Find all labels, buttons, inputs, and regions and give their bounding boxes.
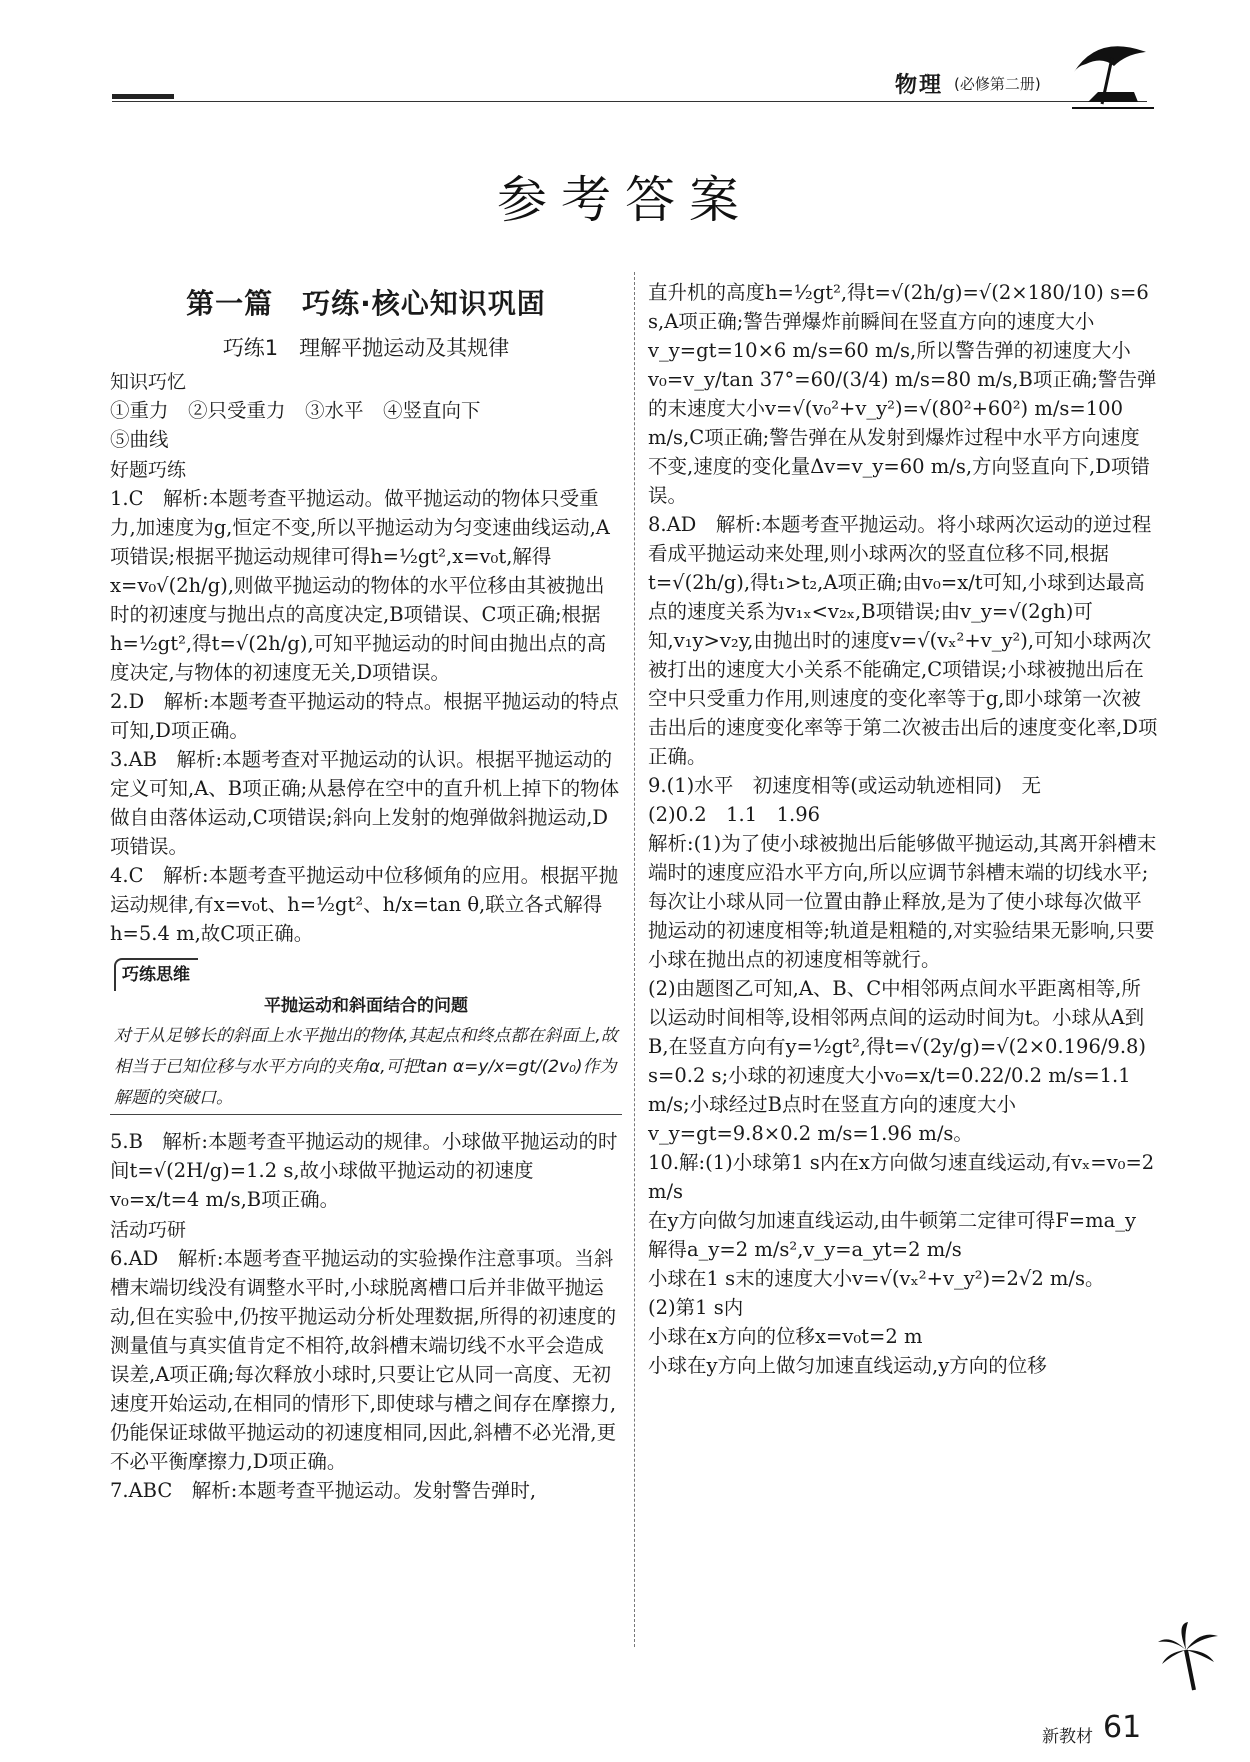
tip-title: 平抛运动和斜面结合的问题	[264, 996, 468, 1016]
answer-q3: 3.AB 解析:本题考查对平抛运动的认识。根据平抛运动的定义可知,A、B项正确;从悬停在空中的直升机上掉下的物体做自由落体运动,C项错误;斜向上发射的炮弹做斜抛运动,D项错误。	[110, 748, 620, 858]
column-divider	[634, 272, 635, 1647]
answer-q7-start: 7.ABC 解析:本题考查平抛运动。发射警告弹时,	[110, 1479, 537, 1502]
answer-q9-analysis-2: (2)由题图乙可知,A、B、C中相邻两点间水平距离相等,所以运动时间相等,设相邻两点间的运动时间为t。小球从A到B,在竖直方向有y=½gt²,得t=√(2y/g)=√(2×0.196/9.8) s=0.2 s;小球的初速度大小v₀=x/t=0.22/0.2 m/s=1.1 m/s;小球经过B点时在竖直方向的速度大小v_y=gt=9.8×0.2 m/s=1.96 m/s。	[648, 977, 1147, 1145]
header-subtitle: (必修第二册)	[954, 75, 1041, 93]
palm-tree-icon	[1156, 1620, 1222, 1692]
answer-q4: 4.C 解析:本题考查平抛运动中位移倾角的应用。根据平抛运动规律,有x=v₀t、h=½gt²、h/x=tan θ,联立各式解得h=5.4 m,故C项正确。	[110, 864, 619, 945]
page-number: 61	[1103, 1710, 1142, 1745]
left-column	[110, 278, 622, 1505]
answer-q10-line3: 解得a_y=2 m/s²,v_y=a_yt=2 m/s	[648, 1238, 962, 1261]
answer-q1: 1.C 解析:本题考查平抛运动。做平抛运动的物体只受重力,加速度为g,恒定不变,所以平抛运动为匀变速曲线运动,A项错误;根据平抛运动规律可得h=½gt²,x=v₀t,解得x=v₀√(2h/g),则做平抛运动的物体的水平位移由其被抛出时的初速度与抛出点的高度决定,B项错误、C项正确;根据h=½gt²,得t=√(2h/g),可知平抛运动的时间由抛出点的高度决定,与物体的初速度无关,D项错误。	[110, 487, 610, 684]
answer-q10-line4: 小球在1 s末的速度大小v=√(vₓ²+v_y²)=2√2 m/s。	[648, 1267, 1105, 1290]
knowledge-answers-line1: ①重力 ②只受重力 ③水平 ④竖直向下	[110, 399, 481, 422]
tip-box	[110, 958, 622, 1115]
answer-q6: 6.AD 解析:本题考查平抛运动的实验操作注意事项。当斜槽末端切线没有调整水平时,小球脱离槽口后并非做平抛运动,但在实验中,仍按平抛运动分析处理数据,所得的初速度的测量值与真实值肯定不相符,故斜槽末端切线不水平会造成误差,A项正确;每次释放小球时,只要让它从同一高度、无初速度开始运动,在相同的情形下,即使球与槽之间存在摩擦力,仍能保证球做平抛运动的初速度相同,因此,斜槽不必光滑,更不必平衡摩擦力,D项正确。	[110, 1247, 617, 1473]
header-subject: 物理	[895, 73, 944, 98]
answer-q10-line2: 在y方向做匀加速直线运动,由牛顿第二定律可得F=ma_y	[648, 1209, 1136, 1232]
header-rule-thick	[112, 94, 174, 99]
answer-q9-line2: (2)0.2 1.1 1.96	[648, 803, 821, 826]
page-title: 参考答案	[497, 171, 753, 229]
knowledge-heading: 知识巧忆	[110, 371, 187, 393]
answer-q10-line1: 10.解:(1)小球第1 s内在x方向做匀速直线运动,有vₓ=v₀=2 m/s	[648, 1151, 1155, 1203]
answer-q10-line5: (2)第1 s内	[648, 1296, 744, 1319]
practice-heading: 好题巧练	[110, 459, 187, 481]
answer-q10-line7: 小球在y方向上做匀加速直线运动,y方向的位移	[648, 1354, 1047, 1377]
lesson-title: 巧练1 理解平抛运动及其规律	[222, 336, 510, 360]
header-rule	[112, 101, 1147, 102]
answer-q9-line1: 9.(1)水平 初速度相等(或运动轨迹相同) 无	[648, 774, 1041, 797]
footer-label: 新教材	[1042, 1727, 1093, 1747]
tip-label: 巧练思维	[114, 958, 198, 991]
answer-q10-line6: 小球在x方向的位移x=v₀t=2 m	[648, 1325, 923, 1348]
answer-q9-analysis-1: 解析:(1)为了使小球被抛出后能够做平抛运动,其离开斜槽末端时的速度应沿水平方向,所以应调节斜槽末端的切线水平;每次让小球从同一位置由静止释放,是为了使小球每次做平抛运动的初速度相等;轨道是粗糙的,对实验结果无影响,只要小球在抛出点的初速度相等就行。	[648, 832, 1157, 971]
answer-q8: 8.AD 解析:本题考查平抛运动。将小球两次运动的逆过程看成平抛运动来处理,则小球两次的竖直位移不同,根据t=√(2h/g),得t₁>t₂,A项正确;由v₀=x/t可知,小球到达最高点的速度关系为v₁ₓ<v₂ₓ,B项错误;由v_y=√(2gh)可知,v₁y>v₂y,由抛出时的速度v=√(vₓ²+v_y²),可知小球两次被打出的速度大小关系不能确定,C项错误;小球被抛出后在空中只受重力作用,则速度的变化率等于g,即小球第一次被击出后的速度变化率等于第二次被击出后的速度变化率,D项正确。	[648, 513, 1158, 768]
tip-body: 对于从足够长的斜面上水平抛出的物体,其起点和终点都在斜面上,故相当于已知位移与水平方向的夹角α,可把tan α=y/x=gt/(2v₀)作为解题的突破口。	[114, 1026, 618, 1108]
answer-q2: 2.D 解析:本题考查平抛运动的特点。根据平抛运动的特点可知,D项正确。	[110, 690, 619, 742]
knowledge-answers-line2: ⑤曲线	[110, 428, 169, 451]
answer-q5: 5.B 解析:本题考查平抛运动的规律。小球做平抛运动的时间t=√(2H/g)=1.2 s,故小球做平抛运动的初速度v₀=x/t=4 m/s,B项正确。	[110, 1130, 618, 1211]
activity-heading: 活动巧研	[110, 1219, 187, 1241]
answer-q7-continued: 直升机的高度h=½gt²,得t=√(2h/g)=√(2×180/10) s=6 s,A项正确;警告弹爆炸前瞬间在竖直方向的速度大小v_y=gt=10×6 m/s=60 m/s,所以警告弹的初速度大小v₀=v_y/tan 37°=60/(3/4) m/s=80 m/s,B项正确;警告弹的末速度大小v=√(v₀²+v_y²)=√(80²+60²) m/s=100 m/s,C项正确;警告弹在从发射到爆炸过程中水平方向速度不变,速度的变化量Δv=v_y=60 m/s,方向竖直向下,D项错误。	[648, 281, 1157, 507]
umbrella-logo-icon	[1068, 32, 1156, 112]
section-title: 第一篇 巧练·核心知识巩固	[186, 287, 546, 320]
right-column	[648, 278, 1158, 1380]
